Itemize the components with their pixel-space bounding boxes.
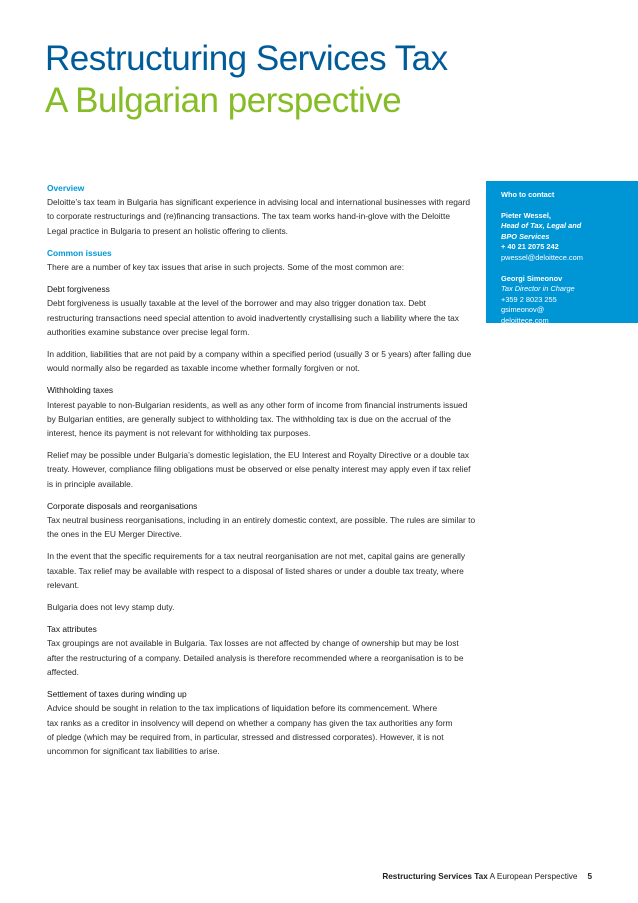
- title-line-2: A Bulgarian perspective: [45, 81, 402, 120]
- attributes-line: affected.: [47, 666, 79, 677]
- contact-phone: +359 2 8023 255: [501, 294, 557, 304]
- contact-email[interactable]: pwessel@deloittece.com: [501, 252, 583, 262]
- common-issues-line: There are a number of key tax issues that arise in such projects. Some of the most common are:: [47, 262, 405, 273]
- settlement-line: tax ranks as a creditor in insolvency will depend on whether a company has given the tax authorities any form: [47, 717, 453, 728]
- corporate-line: In the event that the specific requirements for a tax neutral reorganisation are not met, capital gains are generally: [47, 551, 466, 562]
- page-number: 5: [587, 872, 592, 881]
- contact-sidebar: [486, 181, 638, 323]
- withholding-line: by Bulgarian entities, are generally subject to withholding tax. The withholding tax is due on the accrual of the: [47, 413, 451, 424]
- debt-line: would normally also be regarded as taxable income whether formally forgiven or not.: [47, 363, 360, 374]
- contact-name: Pieter Wessel,: [501, 210, 551, 220]
- settlement-line: Advice should be sought in relation to the tax implications of liquidation before its commencement. Where: [47, 703, 438, 714]
- overview-heading: Overview: [47, 183, 85, 193]
- overview-line: to corporate restructurings and (re)financing transactions. The tax team works hand-in-glove with the Deloitte: [47, 211, 450, 222]
- corporate-line: taxable. Tax relief may be available with respect to a disposal of listed shares or under a double tax treaty, where: [47, 565, 464, 576]
- settlement-heading: Settlement of taxes during winding up: [47, 689, 187, 700]
- attributes-line: after the restructuring of a company. Detailed analysis is therefore recommended where a reorganisation is to be: [47, 652, 464, 663]
- withholding-line: is in principle available.: [47, 478, 134, 489]
- settlement-line: uncommon for significant tax liabilities to arise.: [47, 745, 220, 756]
- withholding-heading: Withholding taxes: [47, 385, 114, 396]
- corporate-heading: Corporate disposals and reorganisations: [47, 500, 198, 511]
- debt-line: authorities examine substance over precise legal form.: [47, 326, 250, 337]
- footer-title: Restructuring Services Tax: [382, 872, 488, 881]
- overview-line: Legal practice in Bulgaria to present an holistic offering to clients.: [47, 225, 288, 236]
- settlement-line: of pledge (which may be required from, in particular, stressed and distressed corporates). However, it is not: [47, 731, 444, 742]
- debt-line: In addition, liabilities that are not paid by a company within a specified period (usually 3 or 5 years) after falling due: [47, 349, 472, 360]
- withholding-line: treaty. However, compliance filing obligations must be observed or else penalty interest may apply even if tax relief: [47, 464, 471, 475]
- corporate-line: the ones in the EU Merger Directive.: [47, 529, 182, 540]
- contact-role: Head of Tax, Legal and: [501, 221, 582, 231]
- debt-line: Debt forgiveness is usually taxable at the level of the borrower and may also trigger donation tax. Debt: [47, 298, 426, 309]
- attributes-line: Tax groupings are not available in Bulgaria. Tax losses are not affected by change of ownership but may be lost: [47, 638, 459, 649]
- withholding-line: interest, hence its payment is not relevant for withholding tax purposes.: [47, 428, 311, 439]
- contact-email[interactable]: deloittece.com: [501, 315, 549, 325]
- main-content: [47, 181, 479, 758]
- contact-role: Tax Director in Charge: [501, 284, 575, 294]
- contact-email[interactable]: gsimeonov@: [501, 305, 545, 315]
- contact-phone: + 40 21 2075 242: [501, 242, 559, 252]
- corporate-line: Bulgaria does not levy stamp duty.: [47, 602, 175, 613]
- tax-attributes-heading: Tax attributes: [47, 624, 97, 635]
- title-line-1: Restructuring Services Tax: [45, 39, 448, 78]
- contact-role: BPO Services: [501, 231, 550, 241]
- contact-name: Georgi Simeonov: [501, 273, 563, 283]
- page-footer: [300, 872, 592, 881]
- common-issues-heading: Common issues: [47, 247, 112, 258]
- debt-forgiveness-heading: Debt forgiveness: [47, 284, 110, 295]
- corporate-line: Tax neutral business reorganisations, including in an entirely domestic context, are possible. The rules are similar to: [47, 515, 476, 526]
- corporate-line: relevant.: [47, 579, 80, 590]
- sidebar-heading: Who to contact: [501, 190, 555, 199]
- debt-line: restructuring transactions need special attention to avoid inadvertently crystallising such a liability where the tax: [47, 312, 459, 323]
- withholding-line: Interest payable to non-Bulgarian residents, as well as any other form of income from financial instruments issued: [47, 399, 468, 410]
- withholding-line: Relief may be possible under Bulgaria’s domestic legislation, the EU Interest and Royalty Directive or a double tax: [47, 450, 470, 461]
- footer-subtitle: A European Perspective: [487, 872, 578, 881]
- page-title: [45, 38, 448, 122]
- overview-line: Deloitte’s tax team in Bulgaria has significant experience in advising local and international businesses with regard: [47, 197, 471, 208]
